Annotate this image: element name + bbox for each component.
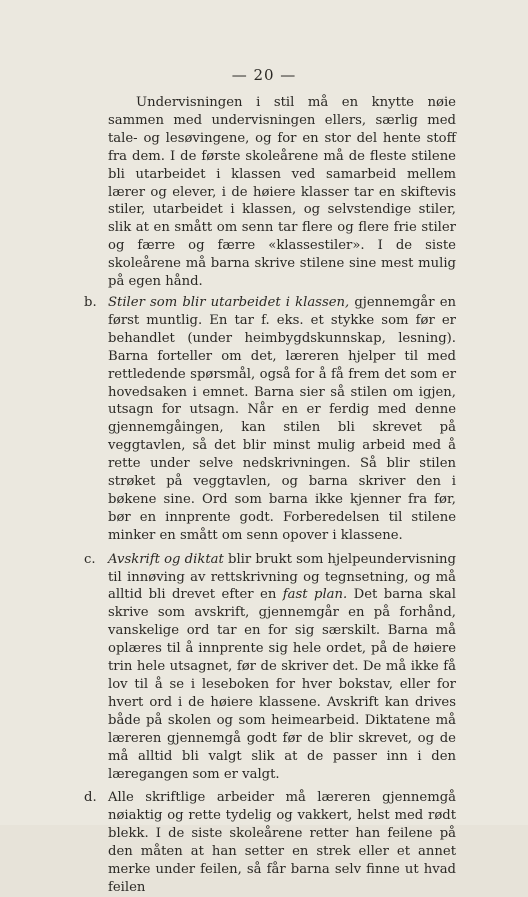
item-b-heading: Stiler som blir utarbeidet i klassen, <box>108 294 350 310</box>
page-number: — 20 — <box>231 66 297 84</box>
list-marker-d: d. <box>84 790 97 806</box>
list-item-d <box>84 789 456 896</box>
intro-paragraph: Undervisningen i stil må en knytte nøie sammen med undervisningen ellers, særlig med tale- og lesøvingene, og for en stor del hente stoff fra dem. I de første skoleårene må de fleste stilene bli utarbeidet i klassen ved samarbeid mellem lærer og elever, i de høiere klasser tar en skiftevis stiler, utarbeidet i klassen, og selvstendige stiler, slik at en smått om senn tar flere og flere frie stiler og færre og færre «klassestiler». I de siste skoleårene må barna skrive stilene sine mest mulig på egen hånd. <box>108 95 456 290</box>
page-body <box>84 94 456 897</box>
list-marker-b: b. <box>84 294 97 310</box>
item-b-body: gjennemgår en først muntlig. En tar f. eks. et stykke som før er behandlet (under heimbygdskunnskap, lesning). Barna forteller om det, læreren hjelper til med rettledende spørsmål, også for å få frem det som er hovedsaken i emnet. Barna sier så stilen om igjen, utsagn for utsagn. Når en er ferdig med denne gjennemgåingen, kan stilen bli skrevet på veggtavlen, så det blir minst mulig arbeid med å rette under selve nedskrivningen. Så blir stilen strøket på veggtavlen, og barna skriver den i bøkene sine. Ord som barna ikke kjenner fra før, bør en innprente godt. Forberedelsen til stilene minker en smått om senn opover i klassene. <box>108 294 456 543</box>
item-d-body: Alle skriftlige arbeider må læreren gjennemgå nøiaktig og rette tydelig og vakkert, helst med rødt blekk. I de siste skoleårene retter han feilene på den måten at han setter en strek eller et annet merke under feilen, så får barna selv finne ut hvad feilen <box>108 790 456 895</box>
item-c-heading: Avskrift og diktat <box>108 551 224 567</box>
list-item-c <box>84 551 456 784</box>
item-c-emphasis: fast plan. <box>282 587 348 603</box>
list-item-b-text <box>108 294 456 545</box>
list-item-c-text <box>108 551 456 784</box>
item-c-body-before: blir brukt som hjelpeundervisning til innøving av rettskrivning og tegnsetning, og må alltid bli drevet efter en <box>108 551 456 603</box>
list-marker-c: c. <box>84 551 96 567</box>
list-item-d-text <box>108 789 456 896</box>
item-c-body-after: Det barna skal skrive som avskrift, gjennemgår en på forhånd, vanskelige ord tar en for sig særskilt. Barna må oplæres til å innprente sig hele ordet, på de høiere trin hele utsagnet, før de skriver det. De må ikke få lov til å se i leseboken for hver bokstav, eller for hvert ord i de høiere klassene. Avskrift kan drives både på skolen og som heimearbeid. Diktatene må læreren gjennemgå godt før de blir skrevet, og de må alltid bli valgt slik at de passer inn i den læregangen som er valgt. <box>108 587 456 782</box>
list-item-b <box>84 294 456 545</box>
